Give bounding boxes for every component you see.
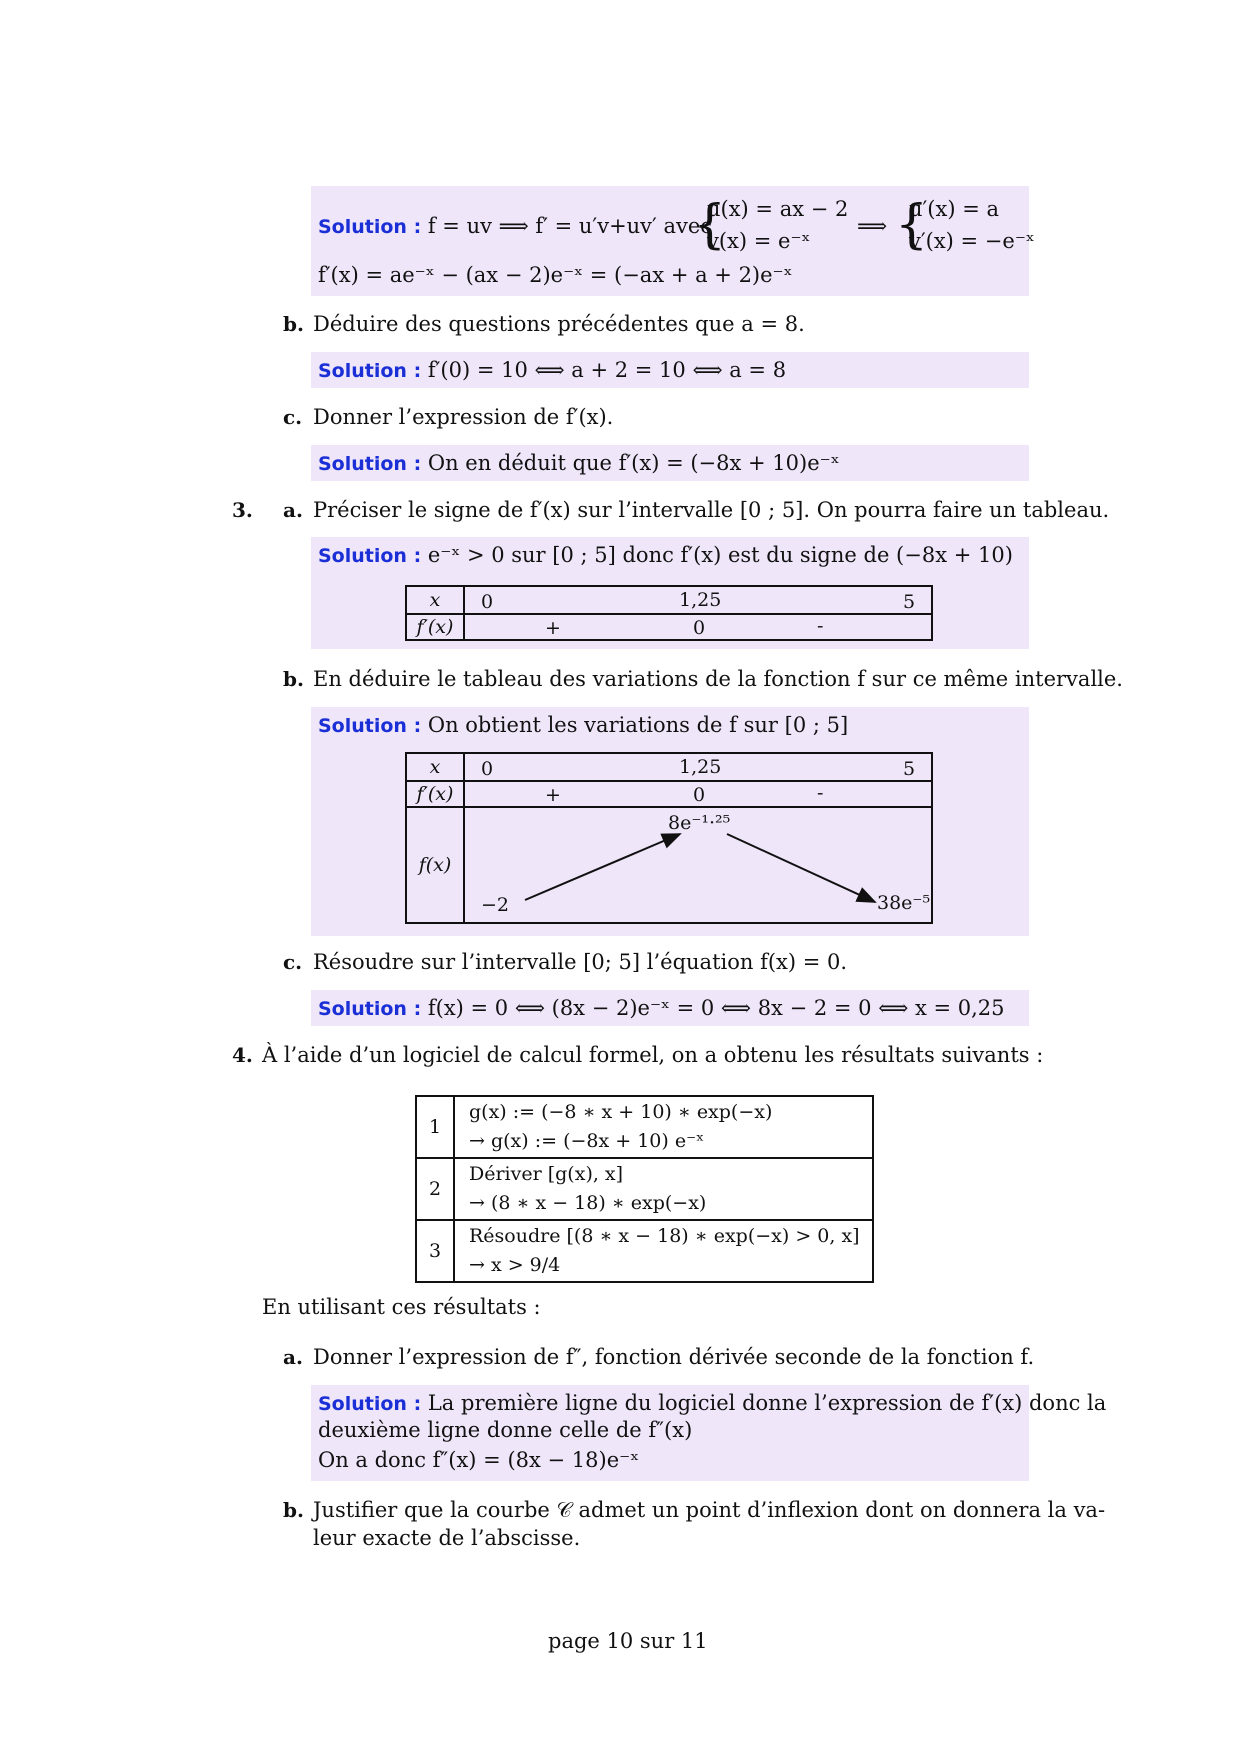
solution-3a-text: e⁻ˣ > 0 sur [0 ; 5] donc f′(x) est du signe de (−8x + 10) <box>427 543 1013 567</box>
x-value-0: 0 <box>481 758 494 780</box>
cas-row-number: 2 <box>416 1158 454 1220</box>
solution-label: Solution : <box>318 715 422 737</box>
system-2 <box>909 196 1035 254</box>
question-number-3: 3. <box>232 498 253 522</box>
question-label-3a: a. <box>283 498 303 522</box>
question-4b-line2: leur exacte de l’abscisse. <box>313 1526 581 1550</box>
question-label-2c: c. <box>283 405 303 429</box>
solution-4a <box>318 1390 1106 1473</box>
solution-2b <box>318 357 786 384</box>
sign-minus: - <box>817 782 824 804</box>
question-3a-text: Préciser le signe de f′(x) sur l’intervalle [0 ; 5]. On pourra faire un tableau. <box>313 498 1110 522</box>
cas-row-content <box>454 1158 873 1220</box>
cas-row-3 <box>416 1220 873 1282</box>
cas-output: → x > 9/4 <box>469 1254 561 1276</box>
variation-arrows <box>465 808 935 924</box>
question-4b-line1: Justifier que la courbe 𝒞 admet un point d’inflexion dont on donnera la va- <box>313 1498 1106 1522</box>
solution-label: Solution : <box>318 360 422 382</box>
left-value: −2 <box>481 894 510 916</box>
solution-3c-text: f(x) = 0 ⟺ (8x − 2)e⁻ˣ = 0 ⟺ 8x − 2 = 0 ⟺ x = 0,25 <box>427 996 1005 1020</box>
x-value-2: 5 <box>903 591 916 613</box>
var-table-sign-row <box>464 781 932 807</box>
solution-2c <box>318 450 840 477</box>
x-value-1: 1,25 <box>679 756 722 778</box>
variation-table <box>405 752 933 924</box>
question-3c-text: Résoudre sur l’intervalle [0; 5] l’équation f(x) = 0. <box>313 950 848 974</box>
system-1 <box>707 196 848 254</box>
solution-4a-line1: La première ligne du logiciel donne l’expression de f′(x) donc la <box>427 1391 1107 1415</box>
page-footer: page 10 sur 11 <box>548 1629 708 1653</box>
var-table-x-row <box>464 753 932 781</box>
solution-4a-line2: deuxième ligne donne celle de f″(x) <box>318 1418 693 1442</box>
cas-output: → g(x) := (−8x + 10) e⁻ˣ <box>469 1130 705 1152</box>
solution-2c-text: On en déduit que f′(x) = (−8x + 10)e⁻ˣ <box>427 451 840 475</box>
var-table-variation-row <box>464 807 932 923</box>
question-4b-text <box>313 1497 1105 1551</box>
solution-4a-line3: On a donc f″(x) = (8x − 18)e⁻ˣ <box>318 1448 640 1472</box>
system-1-line2: v(x) = e⁻ˣ <box>707 229 811 253</box>
question-4a-text: Donner l’expression de f″, fonction dérivée seconde de la fonction f. <box>313 1345 1035 1369</box>
sign-zero: 0 <box>693 617 706 639</box>
cas-row-1 <box>416 1096 873 1158</box>
sign-table-sign-row <box>464 614 932 640</box>
solution-label: Solution : <box>318 998 422 1020</box>
var-table-x-head: x <box>406 753 464 781</box>
using-results-text: En utilisant ces résultats : <box>262 1295 541 1319</box>
right-value: 38e⁻⁵ <box>877 892 931 914</box>
cas-row-number: 3 <box>416 1220 454 1282</box>
system-2-line2: v′(x) = −e⁻ˣ <box>909 229 1035 253</box>
sign-plus: + <box>545 784 561 806</box>
question-label-2b: b. <box>283 312 304 336</box>
sign-plus: + <box>545 617 561 639</box>
cas-input: Résoudre [(8 ∗ x − 18) ∗ exp(−x) > 0, x] <box>469 1225 860 1247</box>
cas-row-2 <box>416 1158 873 1220</box>
cas-row-number: 1 <box>416 1096 454 1158</box>
solution-label: Solution : <box>318 1393 422 1415</box>
solution-label: Solution : <box>318 545 422 567</box>
sign-table <box>405 585 933 641</box>
solution-3b-text: On obtient les variations de f sur [0 ; 5] <box>427 713 849 737</box>
solution-2a-line2: f′(x) = ae⁻ˣ − (ax − 2)e⁻ˣ = (−ax + a + 2)e⁻ˣ <box>318 263 793 287</box>
solution-2a-text: f = uv ⟹ f′ = u′v+uv′ avec <box>427 214 713 238</box>
cas-row-content <box>454 1096 873 1158</box>
var-table-f-head: f(x) <box>406 807 464 923</box>
cas-table <box>415 1095 874 1283</box>
system-2-line1: u′(x) = a <box>909 197 999 221</box>
left-brace-2: { <box>895 195 929 255</box>
sign-minus: - <box>817 615 824 637</box>
decreasing-arrow <box>727 834 875 902</box>
solution-3b <box>318 712 848 739</box>
x-value-0: 0 <box>481 591 494 613</box>
sign-zero: 0 <box>693 784 706 806</box>
question-2b-text: Déduire des questions précédentes que a = 8. <box>313 312 805 336</box>
implies-symbol: ⟹ <box>857 214 888 238</box>
x-value-2: 5 <box>903 758 916 780</box>
solution-label: Solution : <box>318 216 422 238</box>
cas-row-content <box>454 1220 873 1282</box>
question-4-intro: À l’aide d’un logiciel de calcul formel, on a obtenu les résultats suivants : <box>262 1043 1044 1067</box>
var-table-fp-head: f′(x) <box>406 781 464 807</box>
question-label-4a: a. <box>283 1345 303 1369</box>
solution-2a-line1 <box>318 213 712 240</box>
max-value: 8e⁻¹·²⁵ <box>668 812 731 834</box>
solution-label: Solution : <box>318 453 422 475</box>
solution-2b-text: f′(0) = 10 ⟺ a + 2 = 10 ⟺ a = 8 <box>427 358 787 382</box>
x-value-1: 1,25 <box>679 589 722 611</box>
left-brace: { <box>693 195 727 255</box>
sign-table-f-head: f′(x) <box>406 614 464 640</box>
question-2c-text: Donner l’expression de f′(x). <box>313 405 614 429</box>
cas-input: Dériver [g(x), x] <box>469 1163 624 1185</box>
question-label-3b: b. <box>283 667 304 691</box>
sign-table-x-head: x <box>406 586 464 614</box>
question-3b-text: En déduire le tableau des variations de la fonction f sur ce même intervalle. <box>313 667 1123 691</box>
question-label-4b: b. <box>283 1498 304 1522</box>
system-1-line1: u(x) = ax − 2 <box>707 197 849 221</box>
solution-3c <box>318 995 1005 1022</box>
sign-table-x-row <box>464 586 932 614</box>
cas-input: g(x) := (−8 ∗ x + 10) ∗ exp(−x) <box>469 1101 773 1123</box>
solution-3a <box>318 542 1013 569</box>
question-label-3c: c. <box>283 950 303 974</box>
cas-output: → (8 ∗ x − 18) ∗ exp(−x) <box>469 1192 707 1214</box>
increasing-arrow <box>525 834 680 900</box>
question-number-4: 4. <box>232 1043 253 1067</box>
